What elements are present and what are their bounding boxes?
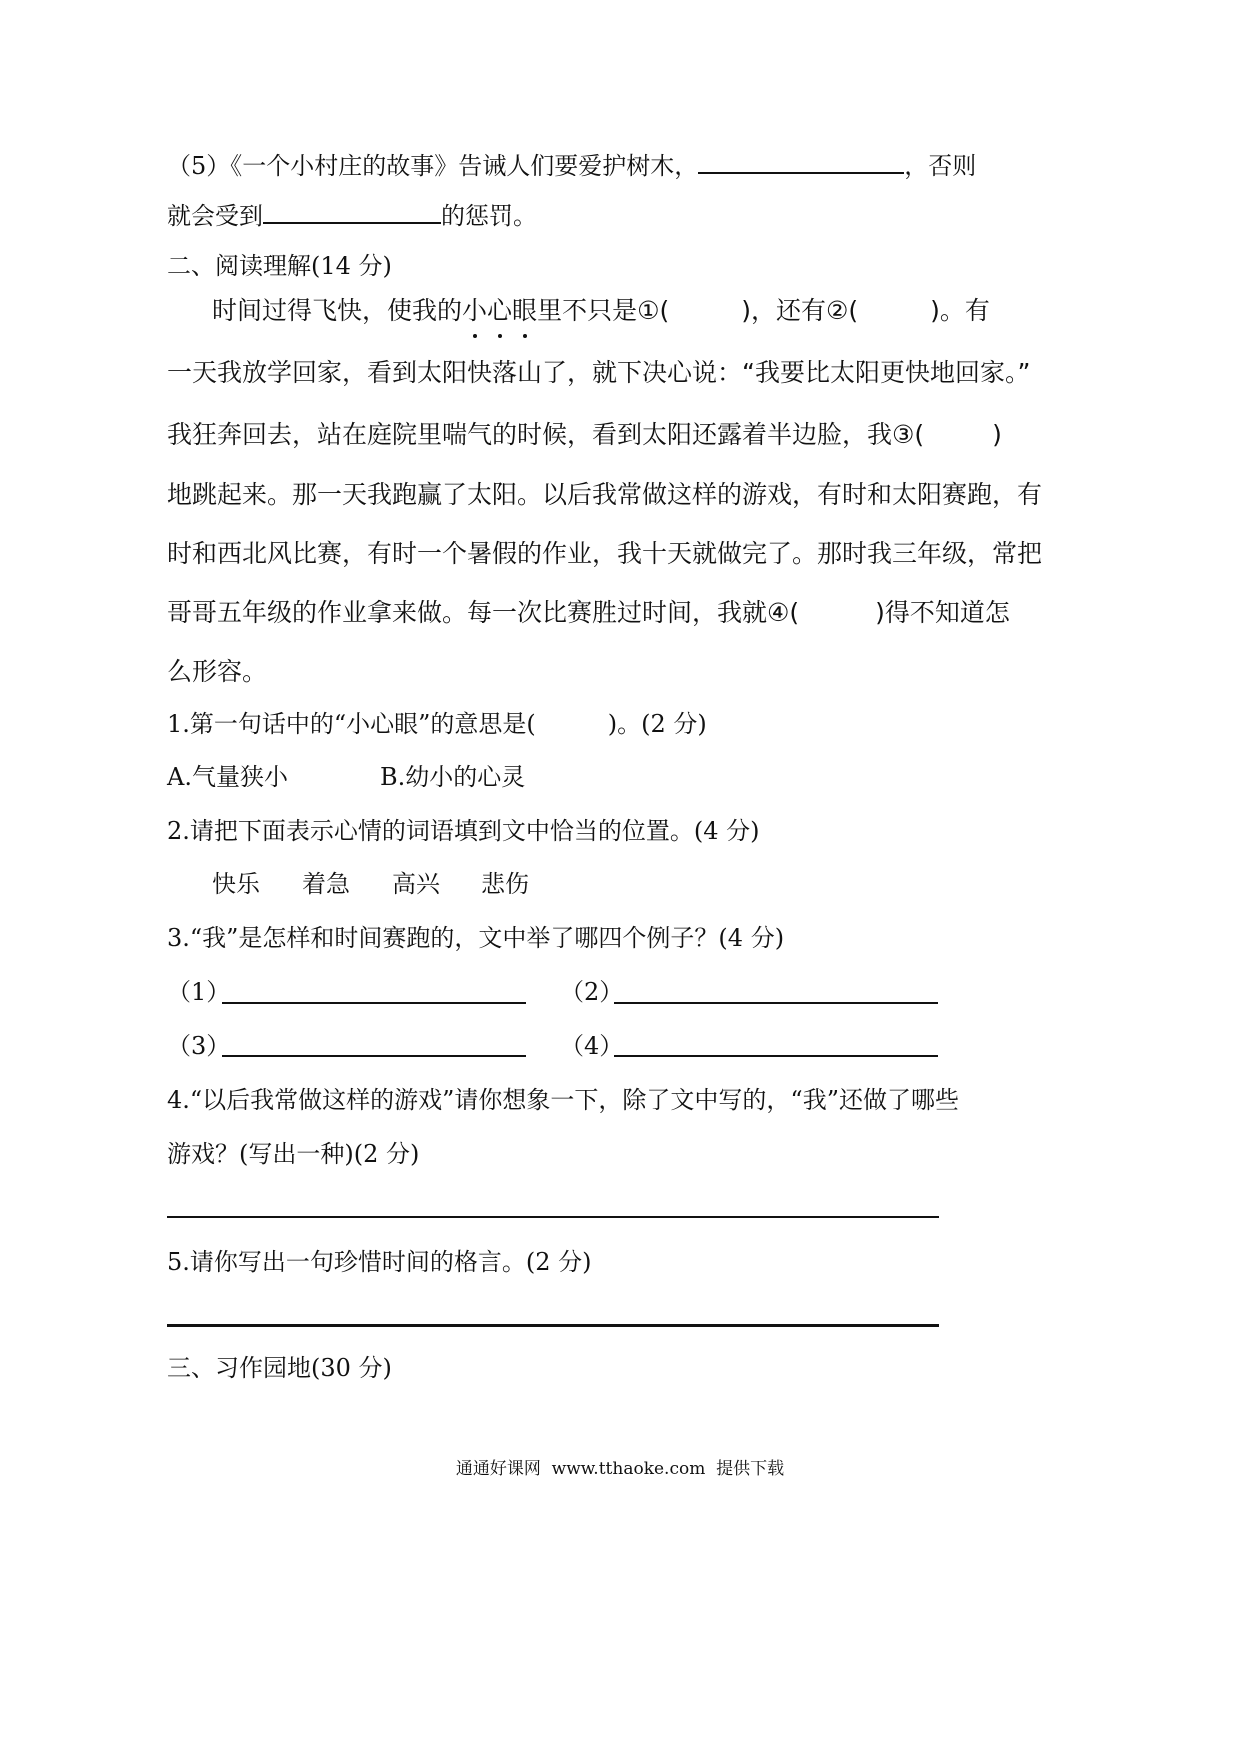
fill-question-5-prefix: （5）《一个小村庄的故事》告诫人们要爱护树木， <box>167 152 699 180</box>
passage-line-2: 一天我放学回家，看到太阳快落山了，就下决心说：“我要比太阳更快地回家。” <box>167 358 1031 387</box>
fill-question-5-line-2 <box>167 196 537 232</box>
passage-line-6: 哥哥五年级的作业拿来做。每一次比赛胜过时间，我就④( )得不知道怎 <box>167 598 1010 627</box>
fill-question-5-line-1 <box>167 146 976 182</box>
answer-line-1[interactable] <box>222 1002 526 1004</box>
section-2-title: 二、阅读理解(14 分) <box>167 252 392 280</box>
word-option: 着急 <box>302 870 350 898</box>
emphasis-char: 心 <box>487 294 512 328</box>
emphasis-char: 眼 <box>512 294 537 328</box>
question-2: 2.请把下面表示心情的词语填到文中恰当的位置。(4 分) <box>167 817 760 845</box>
fill-question-5-line2-prefix: 就会受到 <box>167 202 263 230</box>
question-5-answer-line[interactable] <box>167 1324 939 1327</box>
section-3-title: 三、习作园地(30 分) <box>167 1354 392 1382</box>
passage-line-4: 地跳起来。那一天我跑赢了太阳。以后我常做这样的游戏，有时和太阳赛跑，有 <box>167 480 1043 509</box>
answer-line-3[interactable] <box>222 1055 526 1057</box>
answer-label-1: （1） <box>167 978 231 1006</box>
question-4-line-2: 游戏？(写出一种)(2 分) <box>167 1140 420 1168</box>
emphasis-char: 小 <box>462 294 487 328</box>
answer-blank[interactable] <box>698 146 904 174</box>
question-4-line-1: 4.“以后我常做这样的游戏”请你想象一下，除了文中写的，“我”还做了哪些 <box>167 1086 959 1114</box>
question-5: 5.请你写出一句珍惜时间的格言。(2 分) <box>167 1248 592 1276</box>
fill-question-5-suffix: ，否则 <box>904 152 977 180</box>
answer-label-4: （4） <box>560 1032 624 1060</box>
word-option: 快乐 <box>212 870 260 898</box>
passage-line-5: 时和西北风比赛，有时一个暑假的作业，我十天就做完了。那时我三年级，常把 <box>167 539 1043 568</box>
passage-line-7: 么形容。 <box>167 657 268 686</box>
question-1: 1.第一句话中的“小心眼”的意思是( )。(2 分) <box>167 710 707 738</box>
passage-line-1: 时间过得飞快，使我的小 心 眼 里不只是①( )，还有②( )。有 <box>212 294 990 328</box>
answer-label-2: （2） <box>560 978 624 1006</box>
answer-blank[interactable] <box>263 196 441 224</box>
fill-question-5-line2-suffix: 的惩罚。 <box>441 202 537 230</box>
question-1-option-a[interactable]: A.气量狭小 <box>167 763 288 791</box>
page-footer: 通通好课网 www.tthaoke.com 提供下载 <box>455 1459 785 1479</box>
passage-line-3: 我狂奔回去，站在庭院里喘气的时候，看到太阳还露着半边脸，我③( ) <box>167 420 1002 449</box>
word-option: 高兴 <box>392 870 440 898</box>
question-1-option-b[interactable]: B.幼小的心灵 <box>380 763 526 791</box>
answer-line-4[interactable] <box>614 1055 938 1057</box>
answer-label-3: （3） <box>167 1032 231 1060</box>
question-3: 3.“我”是怎样和时间赛跑的，文中举了哪四个例子？(4 分) <box>167 924 785 952</box>
answer-line-2[interactable] <box>614 1002 938 1004</box>
question-4-answer-line[interactable] <box>167 1216 939 1218</box>
word-option: 悲伤 <box>481 870 529 898</box>
